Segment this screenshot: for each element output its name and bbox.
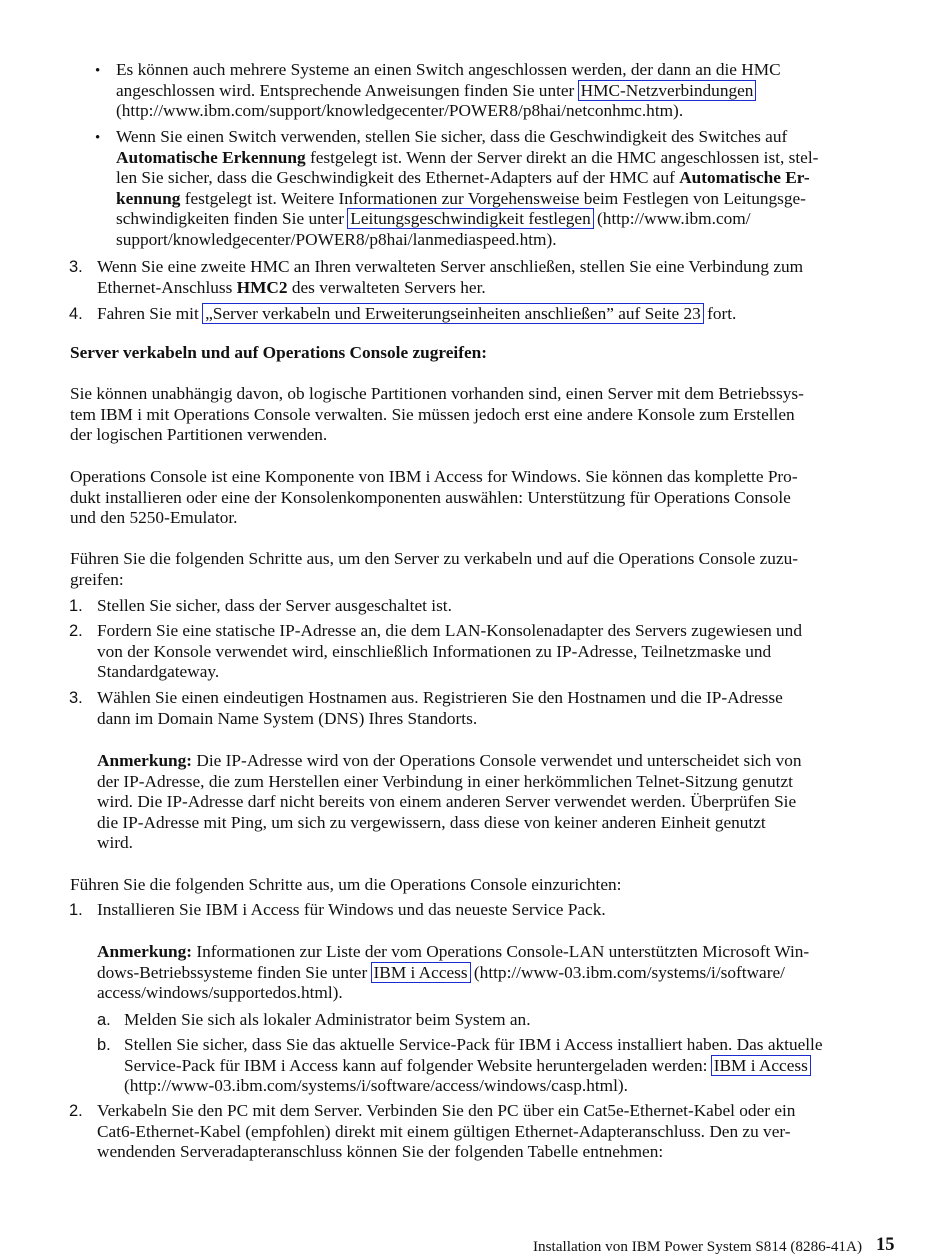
note-label: Anmerkung: [97, 942, 193, 961]
text-line: Operations Console ist eine Komponente von IBM i Access for Windows. Sie können das komplette Pro- [70, 467, 798, 486]
text-line: des verwalteten Servers her. [287, 277, 486, 297]
text-line: Verkabeln Sie den PC mit dem Server. Verbinden Sie den PC über ein Cat5e-Ethernet-Kabel oder ein [97, 1101, 796, 1120]
text-line: support/knowledgecenter/POWER8/p8hai/lanmediaspeed.htm). [116, 229, 557, 249]
text-line: die IP-Adresse mit Ping, um sich zu vergewissern, dass diese von keiner anderen Einheit genutzt [97, 812, 766, 832]
list-item: Installieren Sie IBM i Access für Windows und das neueste Service Pack. [97, 900, 606, 919]
hmc-netzverbindungen-link[interactable]: HMC-Netzverbindungen [578, 80, 757, 101]
text-line: len Sie sicher, dass die Geschwindigkeit des Ethernet-Adapters auf der HMC auf [116, 168, 680, 188]
bold-term: kennung [116, 188, 181, 208]
text-line: (http://www.ibm.com/ [592, 209, 751, 229]
paragraph: Führen Sie die folgenden Schritte aus, um die Operations Console einzurichten: [70, 875, 622, 894]
page-footer: Installation von IBM Power System S814 (8286-41A) [533, 1238, 863, 1255]
list-item [97, 304, 736, 325]
text-line: Fahren Sie mit [97, 304, 204, 323]
list-letter: a. [97, 1011, 111, 1029]
list-item [97, 596, 452, 617]
leitungsgeschwindigkeit-link[interactable]: Leitungsgeschwindigkeit festlegen [347, 208, 593, 229]
text-line: Standardgateway. [97, 662, 220, 682]
text-line: festgelegt ist. Wenn der Server direkt an die HMC angeschlossen ist, stel- [305, 147, 819, 167]
text-line: der logischen Partitionen verwenden. [70, 425, 328, 445]
text-line: Führen Sie die folgenden Schritte aus, um den Server zu verkabeln und auf die Operations Console zuzu- [70, 549, 799, 568]
bold-term: Automatische Erkennung [116, 147, 306, 167]
text-line: von der Konsole verwendet wird, einschließlich Informationen zu IP-Adresse, Teilnetzmaske und [97, 641, 772, 661]
text-line: Wählen Sie einen eindeutigen Hostnamen aus. Registrieren Sie den Hostnamen und die IP-Adresse [97, 688, 783, 707]
text-line: (http://www-03.ibm.com/systems/i/software/access/windows/casp.html). [124, 1076, 628, 1096]
text-line: Stellen Sie sicher, dass der Server ausgeschaltet ist. [97, 596, 452, 615]
bullet-marker: • [95, 63, 101, 79]
list-item [97, 1101, 795, 1163]
ibm-i-access-link[interactable]: IBM i Access [371, 962, 471, 983]
text-line: dows-Betriebssysteme finden Sie unter [97, 962, 372, 982]
text-line: Ethernet-Anschluss [97, 277, 237, 297]
server-verkabeln-link[interactable]: „Server verkabeln und Erweiterungseinheiten anschließen” auf Seite 23 [202, 303, 704, 324]
note-label: Anmerkung: [97, 751, 193, 770]
text-line: angeschlossen wird. Entsprechende Anweisungen finden Sie unter [116, 80, 579, 100]
text-line: Fordern Sie eine statische IP-Adresse an, die dem LAN-Konsolenadapter des Servers zugewiesen und [97, 621, 802, 640]
text-line: Service-Pack für IBM i Access kann auf folgender Website heruntergeladen werden: [124, 1055, 712, 1075]
text-line: Stellen Sie sicher, dass Sie das aktuelle Service-Pack für IBM i Access installiert haben. Das aktuelle [124, 1035, 823, 1054]
text-line: Cat6-Ethernet-Kabel (empfohlen) direkt mit einem gültigen Ethernet-Adapteranschluss. Den zu ver- [97, 1121, 791, 1141]
bullet-item [116, 60, 781, 122]
note-block [97, 751, 802, 854]
paragraph [70, 467, 798, 529]
text-line: Sie können unabhängig davon, ob logische Partitionen vorhanden sind, einen Server mit dem Betriebssys- [70, 384, 804, 403]
text-line: access/windows/supportedos.html). [97, 983, 343, 1003]
list-item [124, 1035, 823, 1097]
text-line: dukt installieren oder eine der Konsolenkomponenten auswählen: Unterstützung für Operations Console [70, 487, 791, 507]
text-line: und den 5250-Emulator. [70, 508, 238, 528]
text-line: Es können auch mehrere Systeme an einen Switch angeschlossen werden, der dann an die HMC [116, 60, 781, 79]
page-number: 15 [876, 1235, 895, 1255]
note-block [97, 942, 809, 1004]
ibm-i-access-link-2[interactable]: IBM i Access [711, 1055, 811, 1076]
list-item [97, 621, 802, 683]
list-item [97, 257, 803, 298]
list-item [97, 688, 783, 729]
list-number: 1. [69, 597, 83, 615]
text-line: wendenden Serveradapteranschluss können Sie der folgenden Tabelle entnehmen: [97, 1142, 664, 1162]
section-heading: Server verkabeln und auf Operations Console zugreifen: [70, 343, 487, 362]
text-line: Wenn Sie einen Switch verwenden, stellen Sie sicher, dass die Geschwindigkeit des Switches auf [116, 127, 788, 146]
list-number: 2. [69, 622, 83, 640]
paragraph [70, 549, 798, 590]
text-line: Die IP-Adresse wird von der Operations Console verwendet und unterscheidet sich von [192, 751, 802, 770]
paragraph [70, 384, 804, 446]
text-line: festgelegt ist. Weitere Informationen zur Vorgehensweise beim Festlegen von Leitungsge- [180, 188, 806, 208]
list-number: 1. [69, 901, 83, 919]
bold-term: Automatische Er- [679, 168, 810, 188]
list-number: 2. [69, 1102, 83, 1120]
list-item: Melden Sie sich als lokaler Administrator beim System an. [124, 1010, 531, 1029]
list-number: 4. [69, 305, 83, 323]
text-line: schwindigkeiten finden Sie unter [116, 209, 349, 229]
text-line: (http://www.ibm.com/support/knowledgecenter/POWER8/p8hai/netconhmc.htm). [116, 101, 684, 121]
text-line: wird. [97, 833, 133, 853]
text-line: fort. [702, 304, 737, 323]
text-line: dann im Domain Name System (DNS) Ihres Standorts. [97, 708, 478, 728]
list-number: 3. [69, 258, 83, 276]
text-line: der IP-Adresse, die zum Herstellen einer Verbindung in einer herkömmlichen Telnet-Sitzung genutzt [97, 771, 793, 791]
text-line: Wenn Sie eine zweite HMC an Ihren verwalteten Server anschließen, stellen Sie eine Verbindung zum [97, 257, 804, 276]
text-line: wird. Die IP-Adresse darf nicht bereits von einem anderen Server verwendet werden. Überprüfen Sie [97, 792, 797, 812]
bold-term: HMC2 [236, 277, 288, 297]
bullet-item [116, 127, 818, 251]
text-line: (http://www-03.ibm.com/systems/i/software/ [469, 962, 785, 982]
text-line: Informationen zur Liste der vom Operations Console-LAN unterstützten Microsoft Win- [192, 942, 810, 961]
text-line: tem IBM i mit Operations Console verwalten. Sie müssen jedoch erst eine andere Konsole zum Erstellen [70, 404, 795, 424]
bullet-marker: • [95, 130, 101, 146]
list-number: 3. [69, 689, 83, 707]
list-letter: b. [97, 1036, 111, 1054]
text-line: greifen: [70, 569, 124, 589]
